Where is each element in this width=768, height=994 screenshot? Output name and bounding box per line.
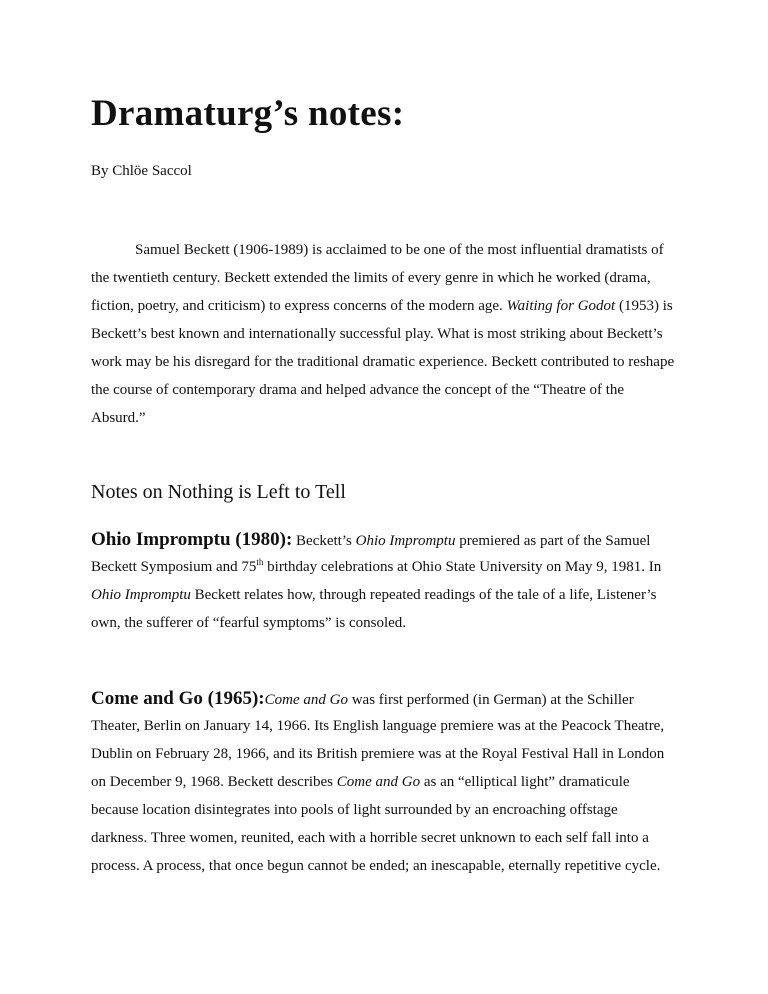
text: Beckett relates how, through repeated readings of the tale of a life, Listener’s [190, 587, 657, 603]
come-line [91, 774, 630, 791]
section-heading: Notes on Nothing is Left to Tell [91, 481, 346, 503]
text: premiered as part of the Samuel [455, 533, 651, 549]
intro-line: Absurd.” [91, 410, 146, 426]
superscript: th [256, 557, 264, 567]
intro-line: Samuel Beckett (1906-1989) is acclaimed to be one of the most influential dramatists of [135, 242, 664, 258]
come-line: because location disintegrates into pools of light surrounded by an encroaching offstage [91, 802, 618, 818]
intro-line: the twentieth century. Beckett extended the limits of every genre in which he worked (drama, [91, 270, 651, 286]
text: Beckett Symposium and 75 [91, 559, 257, 575]
page-title: Dramaturg’s notes: [91, 93, 405, 134]
author-byline: By Chlöe Saccol [91, 163, 192, 179]
play-title: Come and Go [264, 692, 348, 708]
entry-heading: Ohio Impromptu (1980): [91, 529, 293, 550]
intro-line [91, 298, 673, 315]
intro-line: work may be his disregard for the traditional dramatic experience. Beckett contributed to reshape [91, 354, 675, 370]
ohio-line [91, 587, 657, 604]
play-title: Ohio Impromptu [355, 533, 456, 549]
play-title: Ohio Impromptu [91, 587, 191, 603]
come-line: Theater, Berlin on January 14, 1966. Its English language premiere was at the Peacock Theatre, [91, 718, 665, 734]
text: as an “elliptical light” dramaticule [420, 774, 630, 790]
text: was first performed (in German) at the Schiller [347, 692, 634, 708]
ohio-line [91, 531, 650, 550]
intro-line: Beckett’s best known and internationally successful play. What is most striking about Beckett’s [91, 326, 663, 342]
text: fiction, poetry, and criticism) to express concerns of the modern age. [91, 298, 507, 314]
come-line: Dublin on February 28, 1966, and its British premiere was at the Royal Festival Hall in London [91, 746, 665, 762]
play-title: Waiting for Godot [506, 298, 616, 314]
text: on December 9, 1968. Beckett describes [91, 774, 337, 790]
ohio-line: own, the sufferer of “fearful symptoms” is consoled. [91, 615, 407, 631]
ohio-line [91, 559, 661, 576]
entry-heading: Come and Go (1965): [91, 688, 265, 709]
play-title: Come and Go [336, 774, 421, 790]
intro-line: the course of contemporary drama and helped advance the concept of the “Theatre of the [91, 382, 625, 398]
come-line: process. A process, that once begun cannot be ended; an inescapable, eternally repetitive cycle. [91, 858, 661, 874]
text: (1953) is [615, 298, 673, 314]
text: birthday celebrations at Ohio State University on May 9, 1981. In [263, 559, 662, 575]
text: Beckett’s [292, 533, 356, 549]
come-line [91, 690, 634, 709]
come-line: darkness. Three women, reunited, each with a horrible secret unknown to each self fall into a [91, 830, 649, 846]
